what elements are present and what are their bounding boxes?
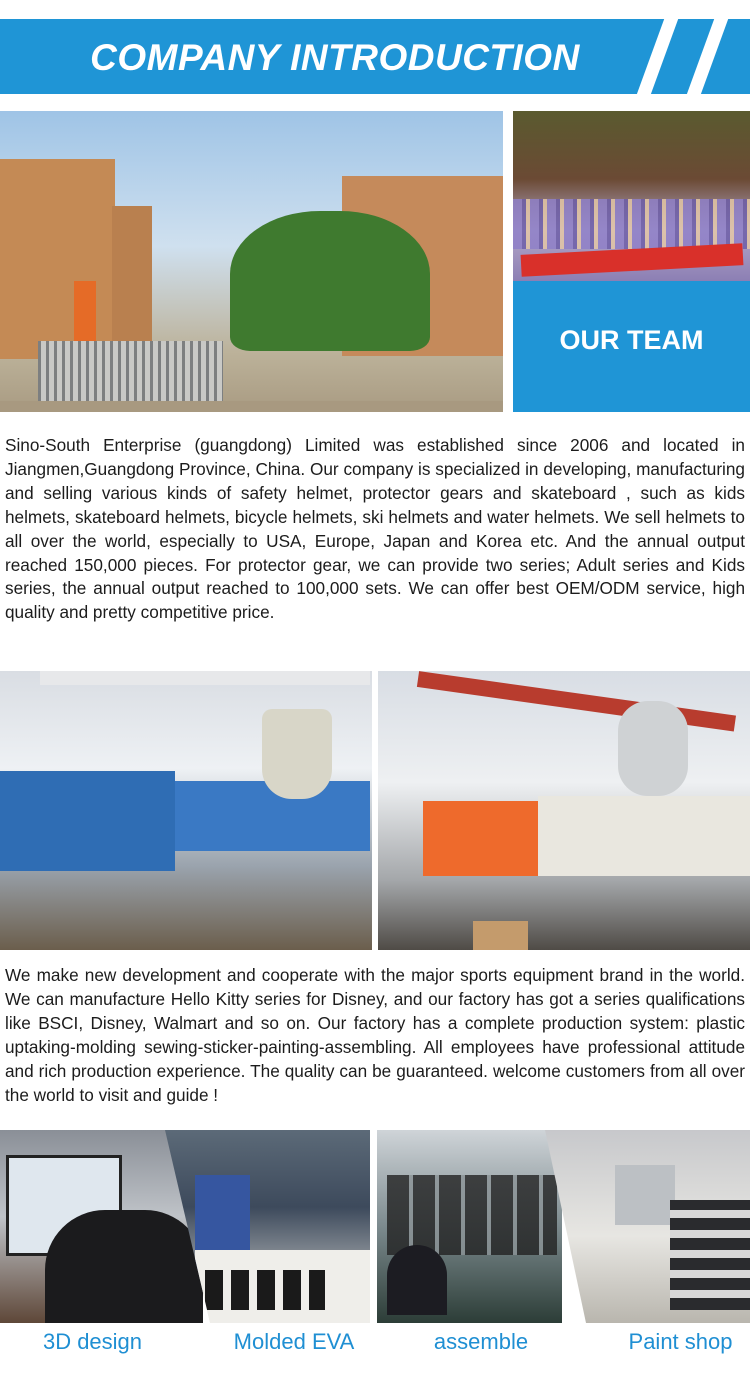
caption-paint-shop: Paint shop: [628, 1329, 733, 1354]
injection-machine-photo-1: [0, 671, 372, 950]
eva-pads: [205, 1270, 325, 1310]
team-members: [513, 199, 750, 249]
ceiling-beam: [417, 671, 736, 731]
worker: [387, 1245, 447, 1315]
ground: [0, 401, 503, 412]
machine-hopper: [262, 709, 332, 799]
helmet-shelf: [387, 1175, 557, 1255]
intro-paragraph-2: We make new development and cooperate with the major sports equipment brand in the world. We can manufacture Hello Kitty series for Disney, and our factory has got a series qualifications like BSCI, Disney, Walmart and so on. Our factory has a complete production system: plastic uptaking-molding sewing-sticker-painting-assembling. All employees have professional attitude and rich production experience. The quality can be guaranteed. welcome customers from all over the world to visit and guide !: [5, 965, 745, 1105]
caption-molded-eva: Molded EVA: [233, 1329, 355, 1354]
page-title: COMPANY INTRODUCTION: [90, 37, 580, 78]
trees: [230, 211, 430, 351]
our-team-panel: [513, 281, 750, 412]
caption-assemble: assemble: [433, 1329, 529, 1354]
machine-body: [0, 771, 175, 871]
building: [112, 206, 152, 356]
machine-body: [423, 801, 538, 876]
designer: [45, 1210, 203, 1323]
assemble-photo: [377, 1130, 562, 1323]
ceiling-beam: [40, 671, 370, 685]
our-team-label: OUR TEAM: [559, 325, 704, 355]
helmet-rack: [670, 1200, 750, 1310]
intro-paragraph-1: Sino-South Enterprise (guangdong) Limited was established since 2006 and located in Jiangmen,Guangdong Province, China. Our company is specialized in developing, manufacturing and selling various kinds of safety helmet, protector gears and skateboard , such as kids helmets, skateboard helmets, bicycle helmets, ski helmets and water helmets. We sell helmets to all over the world, especially to USA, Europe, Japan and Korea etc. And the annual output reached 150,000 pieces. For protector gear, we can provide two series; Adult series and Kids series, the annual output reached to 100,000 sets. We can offer best OEM/ODM service, high quality and pretty competitive price.: [5, 435, 745, 623]
team-group-photo: [513, 111, 750, 281]
cardboard-box: [473, 921, 528, 950]
retractable-gate: [38, 341, 223, 406]
machine-body: [538, 796, 750, 876]
caption-3d-design: 3D design: [42, 1329, 143, 1354]
header-banner: [0, 19, 750, 94]
building: [0, 159, 115, 359]
factory-gate-photo: [0, 111, 503, 412]
paint-shop-photo: [545, 1130, 750, 1323]
injection-machine-photo-2: [378, 671, 750, 950]
machine-hopper: [618, 701, 688, 796]
banner-slash-decoration: [684, 19, 731, 94]
company-sign: [74, 281, 96, 346]
paint-booth: [615, 1165, 675, 1225]
